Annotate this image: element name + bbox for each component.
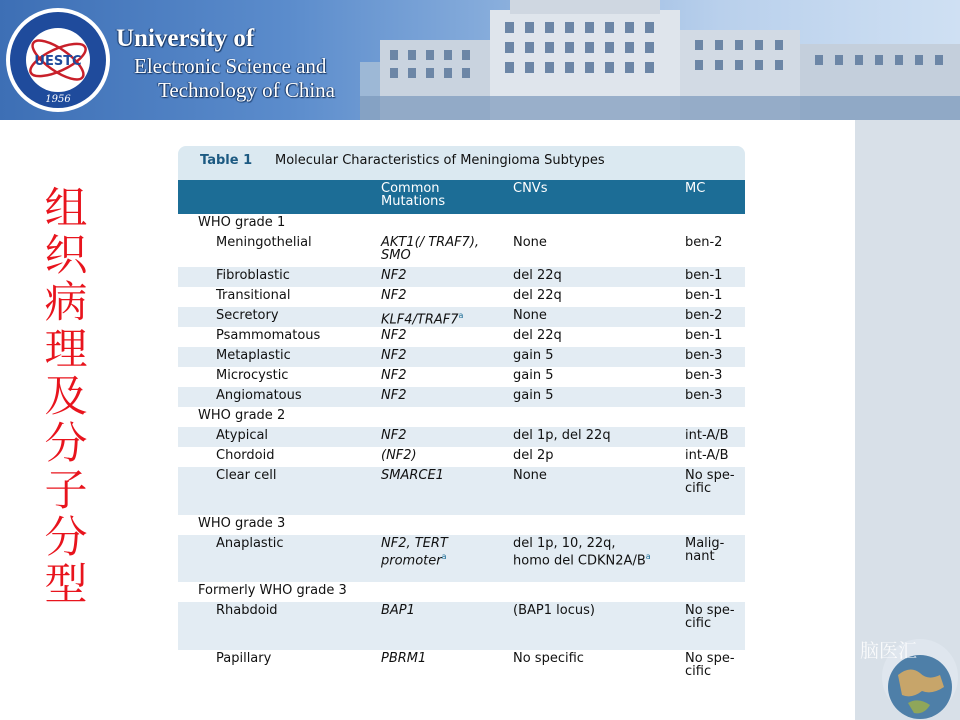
- subtype-cell: Metaplastic: [216, 348, 291, 363]
- table-row: [178, 650, 745, 698]
- mutations-cell: PBRM1: [381, 651, 427, 666]
- campus-building-image: [360, 0, 960, 120]
- table-row: [178, 467, 745, 515]
- table-row: [178, 347, 745, 367]
- subtype-cell: Transitional: [216, 288, 291, 303]
- cnvs-cell: (BAP1 locus): [513, 603, 595, 618]
- title-char: 病: [44, 278, 88, 328]
- table-group-row: [178, 214, 745, 234]
- title-char: 织: [44, 231, 88, 281]
- table-row: [178, 287, 745, 307]
- subtype-cell: Meningothelial: [216, 235, 312, 250]
- title-char: 子: [44, 466, 88, 516]
- table-row: [178, 602, 745, 650]
- cnvs-cell: None: [513, 235, 547, 250]
- table-column-header: [178, 180, 745, 214]
- subtype-cell: Rhabdoid: [216, 603, 278, 618]
- university-name-line3: Technology of China: [158, 78, 335, 102]
- mutations-cell: AKT1(/ TRAF7), SMO: [381, 235, 480, 263]
- table-row: [178, 267, 745, 287]
- cnvs-cell: gain 5: [513, 368, 554, 383]
- cnvs-cell: del 2p: [513, 448, 554, 463]
- footnote-marker: a: [645, 552, 651, 561]
- subtype-cell: Fibroblastic: [216, 268, 290, 283]
- table-row: [178, 327, 745, 347]
- svg-text:1956: 1956: [45, 94, 71, 105]
- subtype-cell: Microcystic: [216, 368, 289, 383]
- mc-cell: ben-2: [685, 308, 723, 323]
- cnvs-cell: del 22q: [513, 328, 562, 343]
- title-char: 分: [44, 513, 88, 563]
- title-char: 分: [44, 419, 88, 469]
- table-row: [178, 535, 745, 582]
- watermark-text: 脑医汇: [860, 641, 918, 662]
- table-group-row: [178, 407, 745, 427]
- table-row: [178, 307, 745, 327]
- mutations-cell: BAP1: [381, 603, 415, 618]
- grade-label: WHO grade 1: [198, 215, 286, 230]
- cnvs-cell: No specific: [513, 651, 584, 666]
- table-row: [178, 447, 745, 467]
- table-row: [178, 234, 745, 267]
- grade-label: WHO grade 3: [198, 516, 286, 531]
- university-name-line2: Electronic Science and: [134, 54, 327, 78]
- mutations-cell: NF2, TERT promoter$^a$: [381, 536, 448, 569]
- column-header-mutations: Common Mutations: [381, 181, 446, 209]
- column-header-mc: MC: [685, 181, 706, 196]
- subtype-cell: Papillary: [216, 651, 272, 666]
- mutations-cell: NF2: [381, 368, 407, 383]
- title-char: 组: [44, 184, 88, 234]
- subtype-cell: Secretory: [216, 308, 279, 323]
- table-caption-bar: [178, 146, 745, 180]
- mc-cell: No spe- cific: [685, 603, 735, 631]
- subtype-cell: Atypical: [216, 428, 269, 443]
- title-char: 及: [44, 372, 88, 422]
- university-logo: [4, 6, 112, 114]
- meningioma-table: [178, 146, 745, 696]
- cnvs-cell: del 1p, del 22q: [513, 428, 611, 443]
- subtype-cell: Angiomatous: [216, 388, 302, 403]
- cnvs-cell: gain 5: [513, 388, 554, 403]
- mc-cell: ben-1: [685, 288, 723, 303]
- table-group-row: [178, 515, 745, 535]
- header-banner: [0, 0, 960, 120]
- title-char: 理: [44, 325, 88, 375]
- title-char: 型: [44, 560, 88, 610]
- mc-cell: ben-1: [685, 328, 723, 343]
- mc-cell: No spe- cific: [685, 468, 735, 496]
- footnote-marker: a: [441, 552, 447, 561]
- mc-cell: No spe- cific: [685, 651, 735, 679]
- mc-cell: ben-1: [685, 268, 723, 283]
- mutations-cell: NF2: [381, 328, 407, 343]
- subtype-cell: Anaplastic: [216, 536, 284, 551]
- cnvs-cell: gain 5: [513, 348, 554, 363]
- mutations-cell: (NF2): [381, 448, 417, 463]
- cnvs-cell: del 22q: [513, 268, 562, 283]
- mc-cell: ben-3: [685, 348, 723, 363]
- table-row: [178, 387, 745, 407]
- table-row: [178, 427, 745, 447]
- grade-label: WHO grade 2: [198, 408, 286, 423]
- cnvs-cell: None: [513, 308, 547, 323]
- svg-text:UESTC: UESTC: [34, 54, 82, 69]
- cnvs-cell: None: [513, 468, 547, 483]
- table-row: [178, 367, 745, 387]
- mc-cell: Malig- nant: [685, 536, 725, 564]
- mc-cell: ben-3: [685, 368, 723, 383]
- mutations-cell: NF2: [381, 388, 407, 403]
- mutations-cell: KLF4/TRAF7$^a$: [381, 311, 464, 328]
- cnvs-cell: del 1p, 10, 22q, homo del CDKN2A/B$^a$: [513, 536, 651, 569]
- mc-cell: int-A/B: [685, 428, 729, 443]
- mutations-cell: NF2: [381, 288, 407, 303]
- table-caption: Molecular Characteristics of Meningioma Subtypes: [275, 153, 605, 168]
- mutations-cell: NF2: [381, 348, 407, 363]
- mutations-cell: SMARCE1: [381, 468, 444, 483]
- table-group-row: [178, 582, 745, 602]
- slide-title-vertical: [40, 186, 92, 609]
- subtype-cell: Chordoid: [216, 448, 275, 463]
- cnvs-cell: del 22q: [513, 288, 562, 303]
- mc-cell: int-A/B: [685, 448, 729, 463]
- mutations-cell: NF2: [381, 268, 407, 283]
- table-number: Table 1: [200, 153, 253, 168]
- university-name-line1: University of: [116, 25, 255, 52]
- subtype-cell: Psammomatous: [216, 328, 321, 343]
- mc-cell: ben-2: [685, 235, 723, 250]
- subtype-cell: Clear cell: [216, 468, 277, 483]
- column-header-cnvs: CNVs: [513, 181, 548, 196]
- grade-label: Formerly WHO grade 3: [198, 583, 347, 598]
- footnote-marker: a: [458, 311, 464, 320]
- mutations-cell: NF2: [381, 428, 407, 443]
- mc-cell: ben-3: [685, 388, 723, 403]
